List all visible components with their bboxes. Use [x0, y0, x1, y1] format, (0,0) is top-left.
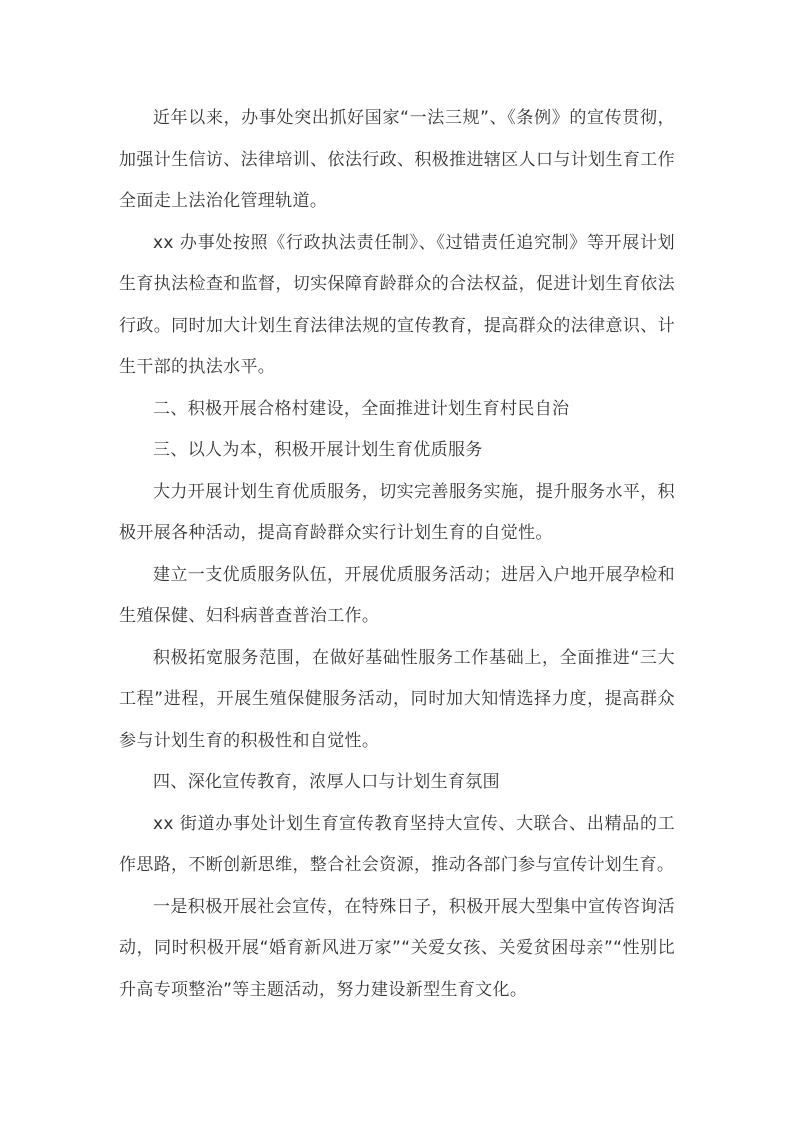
paragraph: 积极拓宽服务范围，在做好基础性服务工作基础上，全面推进“三大工程”进程，开展生殖保健服务活动，同时加大知情选择力度，提高群众参与计划生育的积极性和自觉性。: [119, 647, 675, 751]
paragraph: xx 办事处按照《行政执法责任制》、《过错责任追究制》等开展计划生育执法检查和监督，切实保障育龄群众的合法权益，促进计划生育依法行政。同时加大计划生育法律法规的宣传教育，提高群众的法律意识、计生干部的执法水平。: [119, 232, 675, 377]
paragraph: 近年以来，办事处突出抓好国家“一法三规”、《条例》的宣传贯彻，加强计生信访、法律培训、依法行政、积极推进辖区人口与计划生育工作全面走上法治化管理轨道。: [119, 108, 675, 211]
section-heading: 三、以人为本，积极开展计划生育优质服务: [153, 440, 483, 460]
paragraph: 大力开展计划生育优质服务，切实完善服务实施，提升服务水平，积极开展各种活动，提高育龄群众实行计划生育的自觉性。: [119, 481, 675, 543]
section-heading: 四、深化宣传教育，浓厚人口与计划生育氛围: [153, 772, 500, 792]
paragraph: 建立一支优质服务队伍，开展优质服务活动；进居入户地开展孕检和生殖保健、妇科病普查普治工作。: [119, 564, 675, 626]
document-body: [119, 98, 675, 1011]
paragraph: xx 街道办事处计划生育宣传教育坚持大宣传、大联合、出精品的工作思路，不断创新思维，整合社会资源，推动各部门参与宣传计划生育。: [119, 813, 675, 875]
paragraph: 一是积极开展社会宣传，在特殊日子，积极开展大型集中宣传咨询活动，同时积极开展“婚育新风进万家”“关爱女孩、关爱贫困母亲”“性别比升高专项整治”等主题活动，努力建设新型生育文化。: [119, 896, 675, 1000]
section-heading: 二、积极开展合格村建设，全面推进计划生育村民自治: [153, 398, 570, 419]
